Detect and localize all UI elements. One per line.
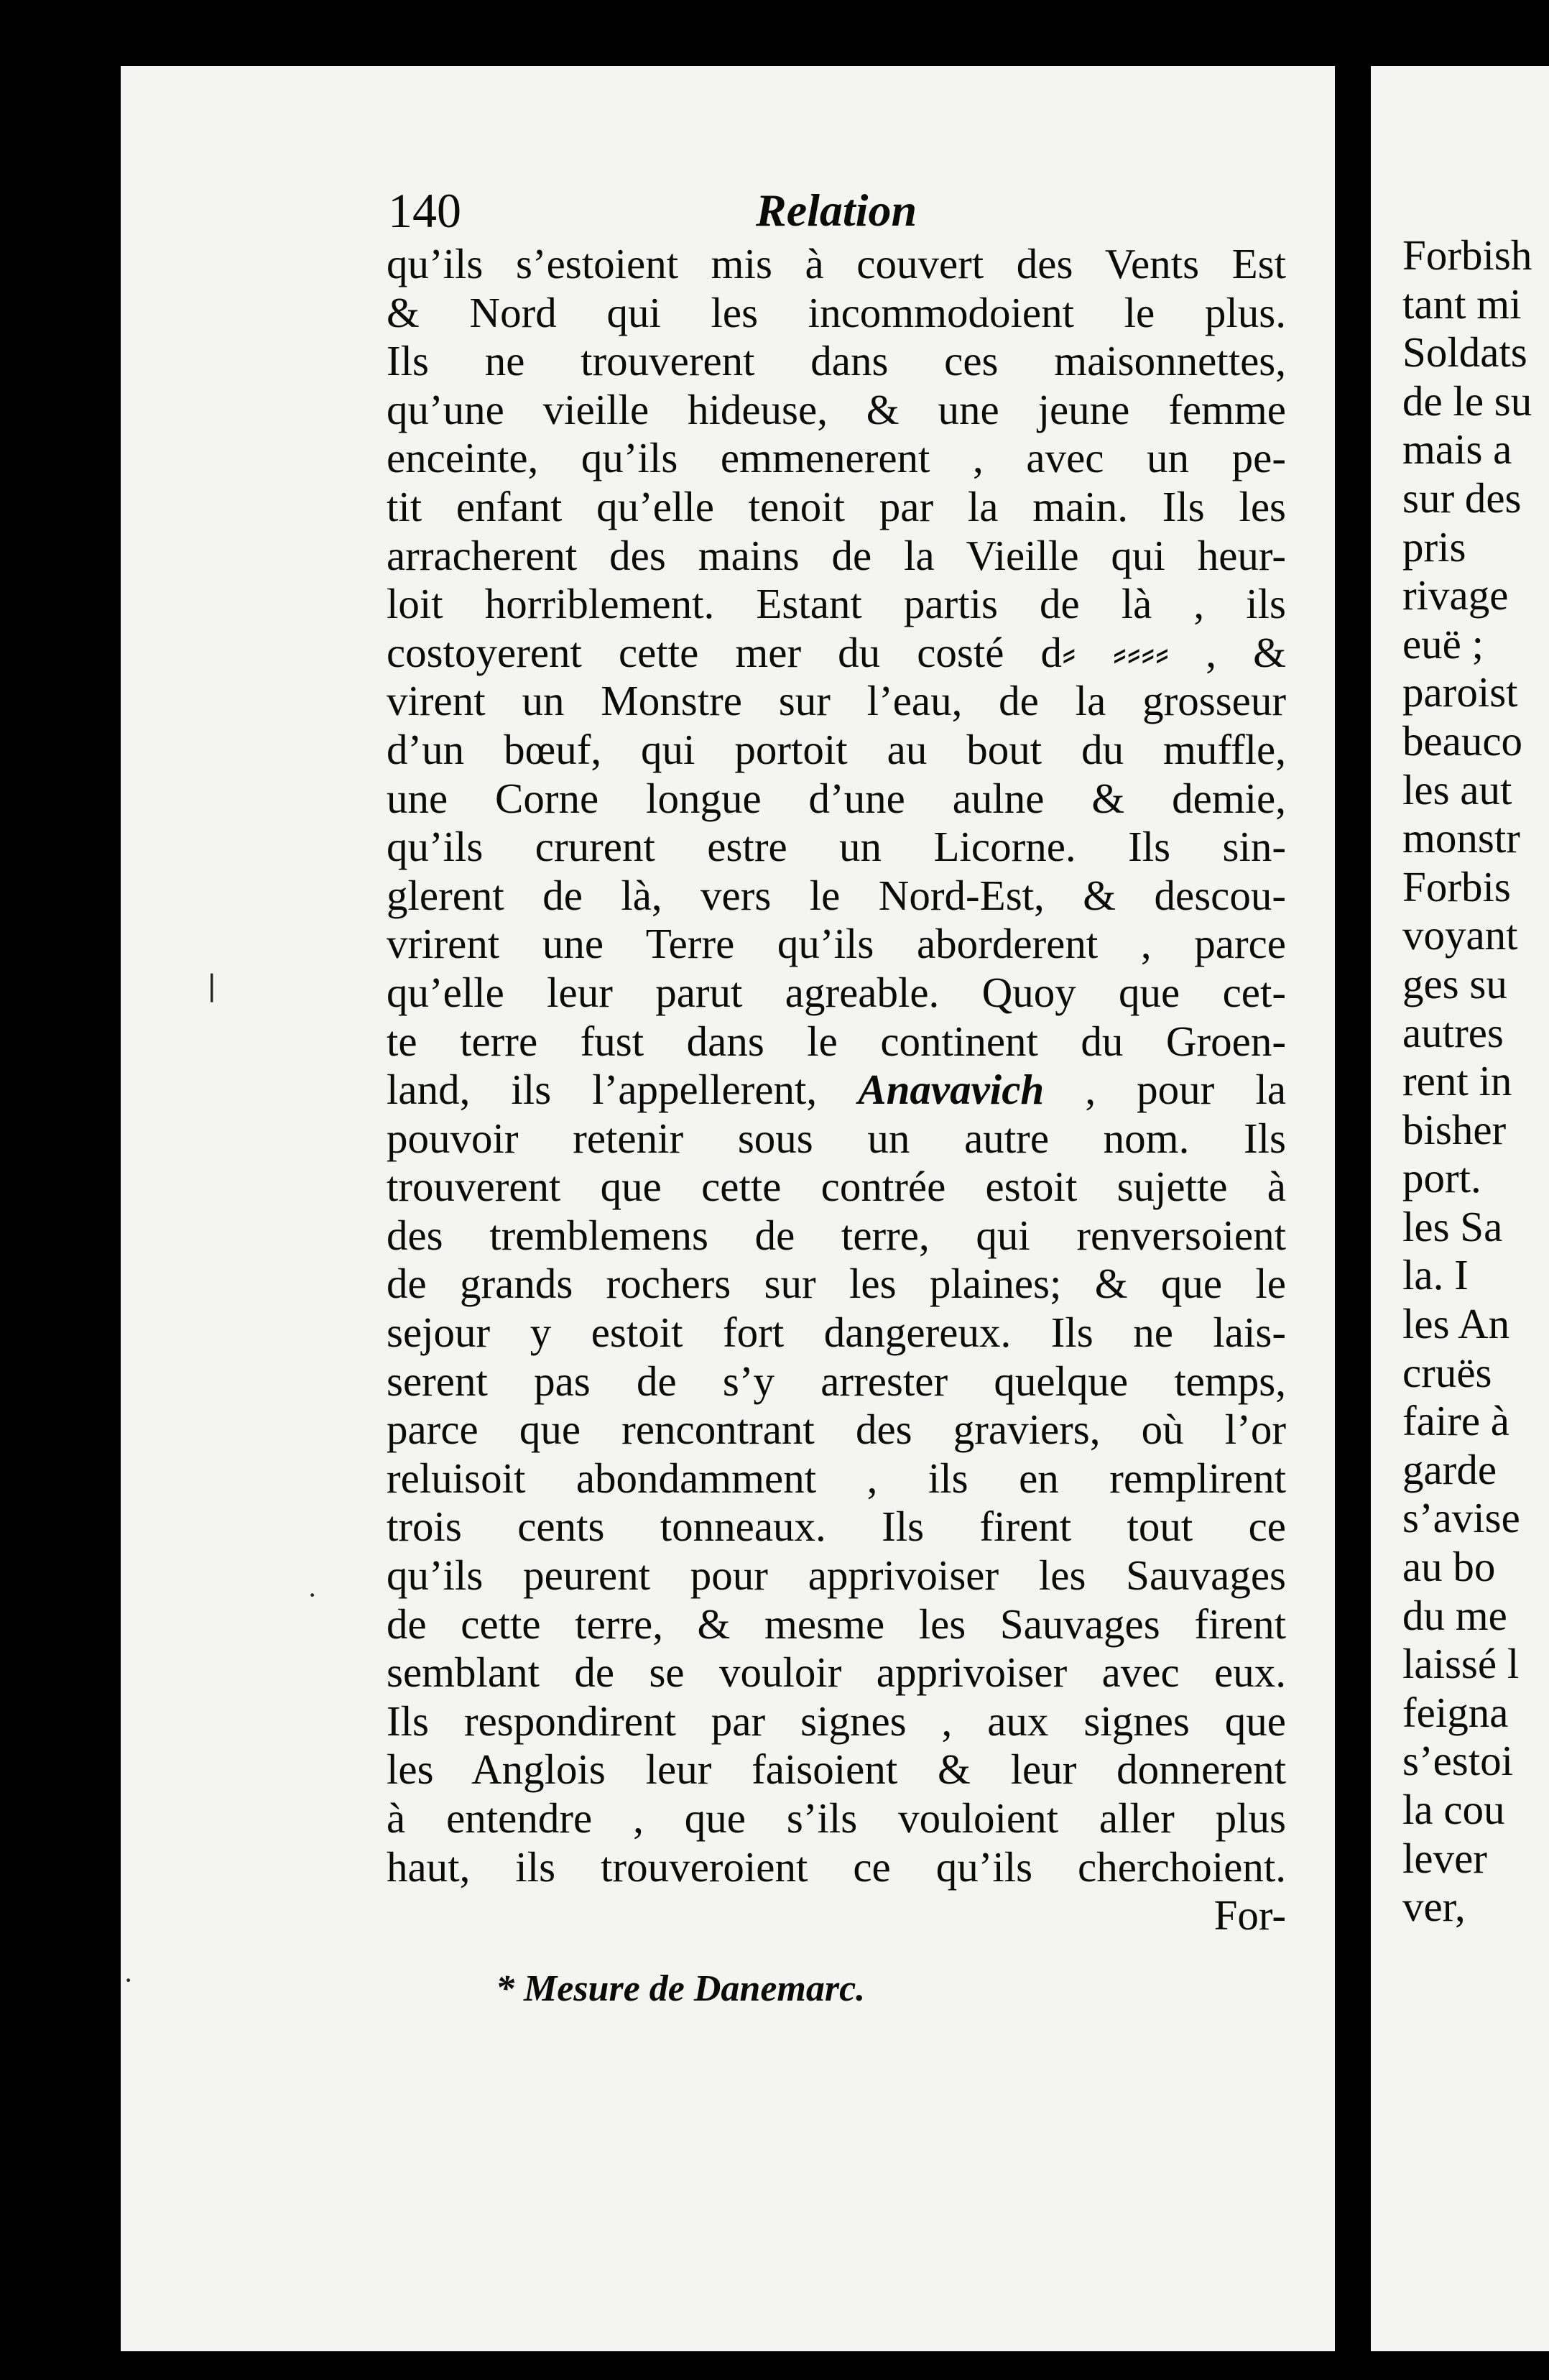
right-text-line: lever <box>1402 1834 1487 1882</box>
ink-speck: ❘ <box>200 969 224 1002</box>
right-text-line: monstr <box>1402 814 1520 862</box>
text-line: parce que rencontrant des graviers, où l’or <box>387 1406 1286 1454</box>
right-text-line: Forbish <box>1402 231 1532 279</box>
right-text-line: la. I <box>1402 1251 1469 1299</box>
text-line: trouverent que cette contrée estoit sujette à <box>387 1163 1286 1211</box>
right-text-line: les An <box>1402 1300 1510 1348</box>
right-text-line: cruës <box>1402 1348 1492 1396</box>
text-line: virent un Monstre sur l’eau, de la grosseur <box>387 677 1286 725</box>
text-line: qu’une vieille hideuse, & une jeune femme <box>387 385 1286 433</box>
right-text-line: ges su <box>1402 959 1507 1007</box>
text-line: haut, ils trouveroient ce qu’ils cherchoient. <box>387 1842 1286 1891</box>
right-text-line: port. <box>1402 1154 1481 1202</box>
text-line: vrirent une Terre qu’ils aborderent , parce <box>387 920 1286 968</box>
right-text-line: s’avise <box>1402 1494 1520 1542</box>
ink-speck: · <box>124 1964 134 1996</box>
text-line: à entendre , que s’ils vouloient aller plus <box>387 1794 1286 1842</box>
text-line: costoyerent cette mer du costé d⸗ ⸗⸗⸗⸗ , & <box>387 628 1286 676</box>
text-line: trois cents tonneaux. Ils firent tout ce <box>387 1503 1286 1551</box>
text-line: loit horriblement. Estant partis de là , ils <box>387 580 1286 628</box>
text-line: serent pas de s’y arrester quelque temps, <box>387 1357 1286 1405</box>
right-text-line: voyant <box>1402 911 1518 959</box>
right-page-text <box>1402 231 1549 1932</box>
page-header <box>388 178 1286 243</box>
right-text-line: laissé l <box>1402 1640 1520 1688</box>
catchword: For- <box>1213 1891 1286 1939</box>
text-line: une Corne longue d’une aulne & demie, <box>387 774 1286 822</box>
right-text-line: rivage <box>1402 571 1509 619</box>
text-line: reluisoit abondamment , ils en remplirent <box>387 1454 1286 1502</box>
text-line: d’un bœuf, qui portoit au bout du muffle, <box>387 725 1286 773</box>
right-text-line: beauco <box>1402 716 1523 765</box>
italic-place-name: Anavavich <box>858 1066 1045 1114</box>
running-title: Relation <box>756 185 917 236</box>
footnote: * Mesure de Danemarc. <box>496 1968 866 2009</box>
text-line: qu’ils peurent pour apprivoiser les Sauvages <box>387 1551 1286 1600</box>
text-line: Ils respondirent par signes , aux signes que <box>387 1697 1286 1745</box>
text-line-start: land, ils l’appellerent, <box>387 1066 818 1114</box>
text-line: Ils ne trouverent dans ces maisonnettes, <box>387 337 1286 385</box>
text-line: de grands rochers sur les plaines; & que le <box>387 1260 1286 1308</box>
right-text-line: garde <box>1402 1445 1497 1493</box>
right-text-line: de le su <box>1402 377 1532 425</box>
right-text-line: les aut <box>1402 765 1512 813</box>
text-line: te terre fust dans le continent du Groen- <box>387 1017 1286 1065</box>
right-text-line: faire à <box>1402 1397 1509 1445</box>
right-text-line: rent in <box>1402 1057 1512 1105</box>
book-gutter <box>1335 57 1371 2380</box>
right-text-line: autres <box>1402 1008 1504 1056</box>
right-text-line: paroist <box>1402 668 1518 716</box>
text-line: tit enfant qu’elle tenoit par la main. Ils les <box>387 482 1286 530</box>
text-line: qu’elle leur parut agreable. Quoy que cet- <box>387 968 1286 1016</box>
text-line: enceinte, qu’ils emmenerent , avec un pe- <box>387 434 1286 482</box>
ink-speck: · <box>308 1579 318 1611</box>
right-text-line: la cou <box>1402 1786 1505 1833</box>
right-text-line: les Sa <box>1402 1202 1503 1250</box>
right-text-line: euë ; <box>1402 619 1484 668</box>
text-line: qu’ils s’estoient mis à couvert des Vents Est <box>387 240 1286 287</box>
text-line: de cette terre, & mesme les Sauvages firent <box>387 1600 1286 1648</box>
right-text-line: du me <box>1402 1591 1507 1639</box>
text-line: semblant de se vouloir apprivoiser avec eux. <box>387 1648 1286 1697</box>
text-line: & Nord qui les incommodoient le plus. <box>387 288 1286 336</box>
text-line <box>387 1066 1286 1115</box>
right-text-line: Soldats <box>1402 328 1527 377</box>
right-text-line: bisher <box>1402 1105 1507 1153</box>
right-text-line: au bo <box>1402 1543 1496 1591</box>
page-number: 140 <box>388 183 461 238</box>
text-line: des tremblemens de terre, qui renversoient <box>387 1211 1286 1259</box>
text-line: qu’ils crurent estre un Licorne. Ils sin- <box>387 823 1286 871</box>
text-line: glerent de là, vers le Nord-Est, & descou- <box>387 871 1286 919</box>
right-text-line: ver, <box>1402 1883 1466 1931</box>
right-text-line: sur des <box>1402 474 1522 522</box>
body-text <box>387 240 1286 1940</box>
text-line: les Anglois leur faisoient & leur donnerent <box>387 1745 1286 1794</box>
right-text-line: pris <box>1402 522 1466 571</box>
right-text-line: tant mi <box>1402 280 1522 328</box>
right-text-line: mais a <box>1402 425 1512 474</box>
right-text-line: feigna <box>1402 1688 1509 1736</box>
text-line: pouvoir retenir sous un autre nom. Ils <box>387 1114 1286 1162</box>
text-line-end: , pour la <box>1085 1066 1287 1114</box>
right-text-line: s’estoi <box>1402 1737 1514 1785</box>
right-text-line: Forbis <box>1402 862 1511 910</box>
text-line: arracherent des mains de la Vieille qui heur- <box>387 531 1286 579</box>
text-line: sejour y estoit fort dangereux. Ils ne lais- <box>387 1309 1286 1357</box>
